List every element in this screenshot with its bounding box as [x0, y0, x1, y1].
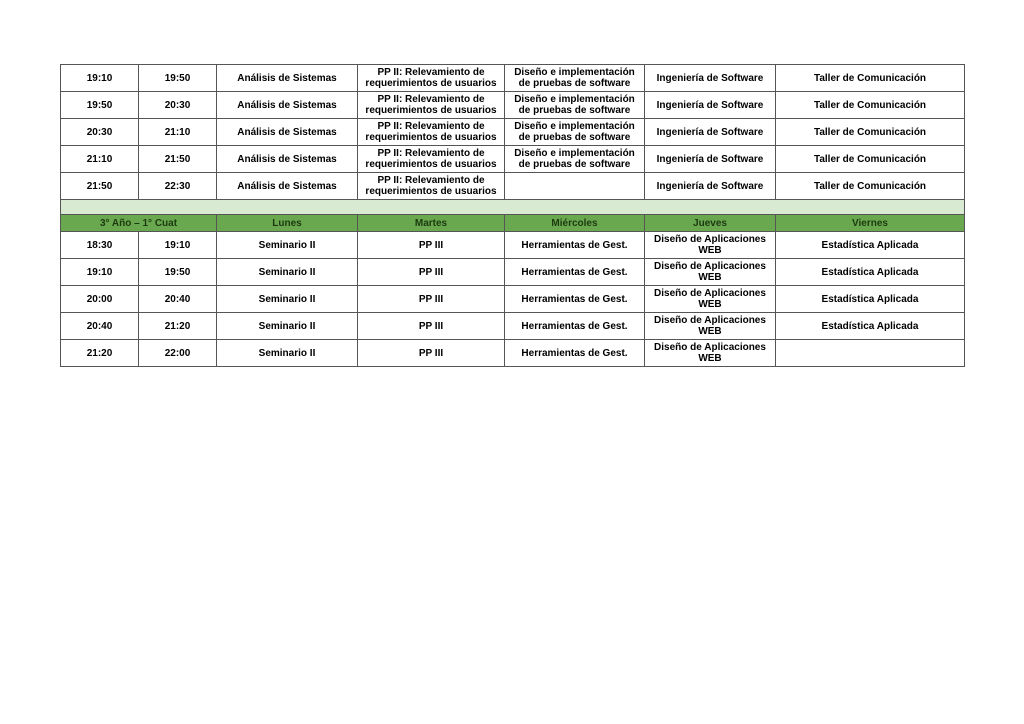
tuesday-cell: PP II: Relevamiento de requerimientos de usuarios: [358, 173, 505, 200]
day-header-thursday: Jueves: [645, 215, 776, 232]
tuesday-cell: PP III: [358, 313, 505, 340]
end-time-cell: 19:10: [139, 232, 217, 259]
tuesday-cell: PP II: Relevamiento de requerimientos de usuarios: [358, 119, 505, 146]
table-row: [61, 146, 965, 173]
tuesday-cell: PP III: [358, 232, 505, 259]
tuesday-cell: PP III: [358, 340, 505, 367]
monday-cell: Seminario II: [217, 232, 358, 259]
table-row: [61, 65, 965, 92]
friday-cell: Estadística Aplicada: [776, 259, 965, 286]
schedule-table: [60, 64, 965, 367]
table-row: [61, 340, 965, 367]
day-header-wednesday: Miércoles: [505, 215, 645, 232]
end-time-cell: 21:50: [139, 146, 217, 173]
wednesday-cell: Herramientas de Gest.: [505, 232, 645, 259]
wednesday-cell: Herramientas de Gest.: [505, 313, 645, 340]
friday-cell: Taller de Comunicación: [776, 65, 965, 92]
monday-cell: Análisis de Sistemas: [217, 119, 358, 146]
wednesday-cell: Herramientas de Gest.: [505, 286, 645, 313]
table-row: [61, 313, 965, 340]
table-row: [61, 119, 965, 146]
friday-cell: Taller de Comunicación: [776, 173, 965, 200]
thursday-cell: Diseño de Aplicaciones WEB: [645, 259, 776, 286]
start-time-cell: 20:40: [61, 313, 139, 340]
end-time-cell: 22:30: [139, 173, 217, 200]
friday-cell: Estadística Aplicada: [776, 286, 965, 313]
day-header-friday: Viernes: [776, 215, 965, 232]
monday-cell: Análisis de Sistemas: [217, 92, 358, 119]
monday-cell: Análisis de Sistemas: [217, 146, 358, 173]
start-time-cell: 20:30: [61, 119, 139, 146]
friday-cell: Estadística Aplicada: [776, 232, 965, 259]
friday-cell: Taller de Comunicación: [776, 119, 965, 146]
start-time-cell: 21:10: [61, 146, 139, 173]
monday-cell: Seminario II: [217, 286, 358, 313]
monday-cell: Análisis de Sistemas: [217, 65, 358, 92]
wednesday-cell: Diseño e implementación de pruebas de software: [505, 119, 645, 146]
thursday-cell: Ingeniería de Software: [645, 173, 776, 200]
start-time-cell: 20:00: [61, 286, 139, 313]
thursday-cell: Ingeniería de Software: [645, 119, 776, 146]
end-time-cell: 22:00: [139, 340, 217, 367]
wednesday-cell: Diseño e implementación de pruebas de software: [505, 146, 645, 173]
table-row: [61, 286, 965, 313]
monday-cell: Análisis de Sistemas: [217, 173, 358, 200]
end-time-cell: 19:50: [139, 259, 217, 286]
start-time-cell: 19:10: [61, 65, 139, 92]
tuesday-cell: PP II: Relevamiento de requerimientos de usuarios: [358, 146, 505, 173]
friday-cell: Taller de Comunicación: [776, 146, 965, 173]
tuesday-cell: PP III: [358, 286, 505, 313]
wednesday-cell: Diseño e implementación de pruebas de software: [505, 92, 645, 119]
tuesday-cell: PP II: Relevamiento de requerimientos de usuarios: [358, 65, 505, 92]
wednesday-cell: Herramientas de Gest.: [505, 259, 645, 286]
end-time-cell: 20:30: [139, 92, 217, 119]
start-time-cell: 21:20: [61, 340, 139, 367]
end-time-cell: 19:50: [139, 65, 217, 92]
year-label: 3° Año – 1° Cuat: [61, 215, 217, 232]
start-time-cell: 19:50: [61, 92, 139, 119]
tuesday-cell: PP II: Relevamiento de requerimientos de usuarios: [358, 92, 505, 119]
end-time-cell: 20:40: [139, 286, 217, 313]
thursday-cell: Ingeniería de Software: [645, 146, 776, 173]
table-row: [61, 173, 965, 200]
table-header-row: [61, 215, 965, 232]
tuesday-cell: PP III: [358, 259, 505, 286]
start-time-cell: 18:30: [61, 232, 139, 259]
thursday-cell: Ingeniería de Software: [645, 92, 776, 119]
table-row: [61, 92, 965, 119]
wednesday-cell: Herramientas de Gest.: [505, 340, 645, 367]
section-divider: [61, 200, 965, 215]
day-header-monday: Lunes: [217, 215, 358, 232]
monday-cell: Seminario II: [217, 340, 358, 367]
thursday-cell: Diseño de Aplicaciones WEB: [645, 340, 776, 367]
friday-cell: Taller de Comunicación: [776, 92, 965, 119]
table-row: [61, 259, 965, 286]
thursday-cell: Diseño de Aplicaciones WEB: [645, 232, 776, 259]
thursday-cell: Ingeniería de Software: [645, 65, 776, 92]
wednesday-cell: [505, 173, 645, 200]
friday-cell: [776, 340, 965, 367]
day-header-tuesday: Martes: [358, 215, 505, 232]
friday-cell: Estadística Aplicada: [776, 313, 965, 340]
table-row: [61, 232, 965, 259]
thursday-cell: Diseño de Aplicaciones WEB: [645, 313, 776, 340]
monday-cell: Seminario II: [217, 313, 358, 340]
divider-band: [61, 200, 965, 215]
end-time-cell: 21:10: [139, 119, 217, 146]
end-time-cell: 21:20: [139, 313, 217, 340]
thursday-cell: Diseño de Aplicaciones WEB: [645, 286, 776, 313]
monday-cell: Seminario II: [217, 259, 358, 286]
wednesday-cell: Diseño e implementación de pruebas de software: [505, 65, 645, 92]
start-time-cell: 19:10: [61, 259, 139, 286]
start-time-cell: 21:50: [61, 173, 139, 200]
